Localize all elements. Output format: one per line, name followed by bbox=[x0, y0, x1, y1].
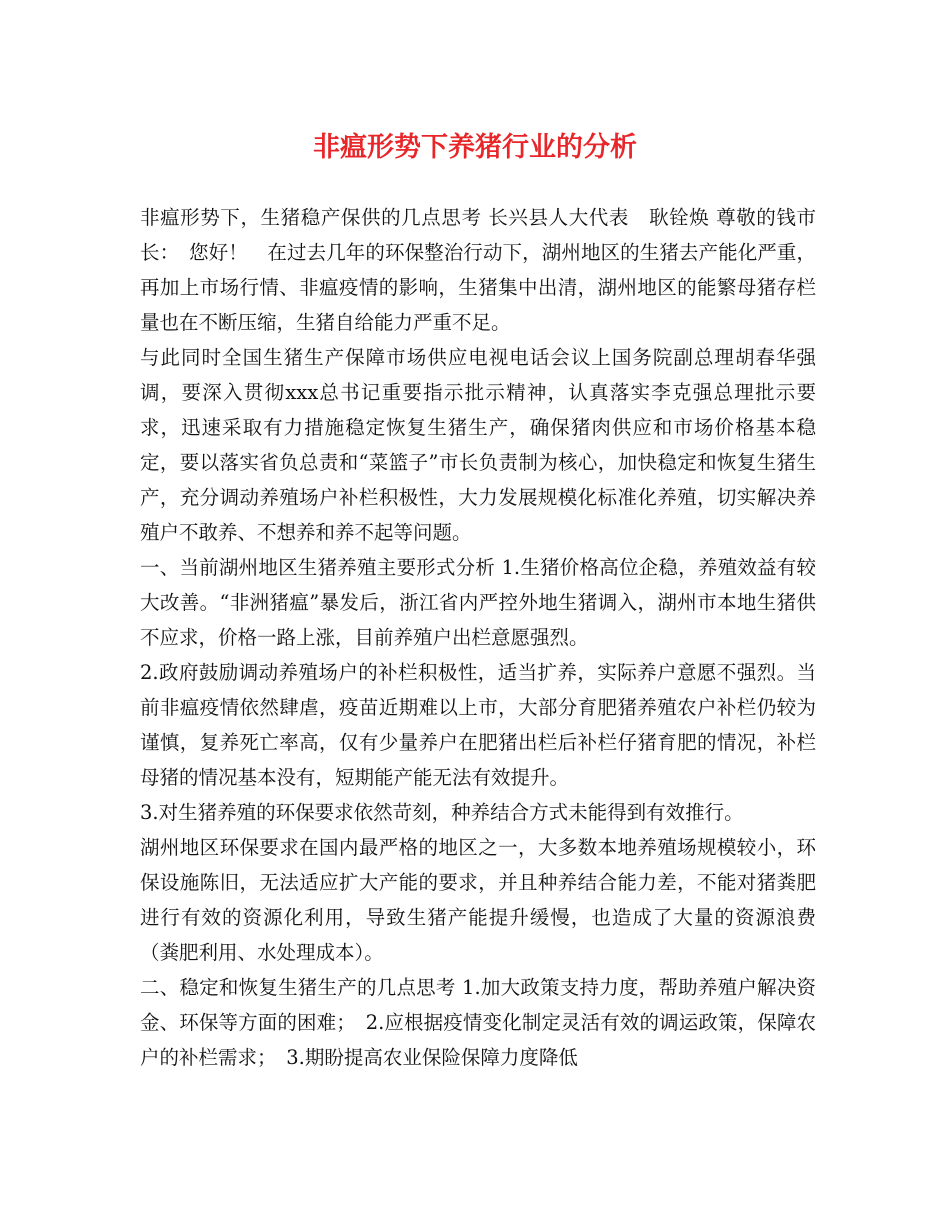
document-body bbox=[140, 200, 816, 1075]
paragraph: 3.对生猪养殖的环保要求依然苛刻，种养结合方式未能得到有效推行。 bbox=[140, 801, 744, 824]
paragraph: 2.政府鼓励调动养殖场户的补栏积极性，适当扩养，实际养户意愿不强烈。当前非瘟疫情依然肆虐，疫苗近期难以上市，大部分育肥猪养殖农户补栏仍较为谨慎，复养死亡率高，仅有少量养户在肥猪出栏后补栏仔猪育肥的情况，补栏母猪的情况基本没有，短期能产能无法有效提升。 bbox=[140, 661, 816, 789]
paragraph: 非瘟形势下，生猪稳产保供的几点思考 长兴县人大代表 耿铨焕 尊敬的钱市长： 您好！ 在过去几年的环保整治行动下，湖州地区的生猪去产能化严重，再加上市场行情、非瘟疫情的影响，生猪集中出清，湖州地区的能繁母猪存栏量也在不断压缩，生猪自给能力严重不足。 bbox=[140, 206, 816, 334]
paragraph: 二、稳定和恢复生猪生产的几点思考 1.加大政策支持力度，帮助养殖户解决资金、环保等方面的困难； 2.应根据疫情变化制定灵活有效的调运政策，保障农户的补栏需求； 3.期盼提高农业保险保障力度降低 bbox=[140, 976, 816, 1069]
document-title: 非瘟形势下养猪行业的分析 bbox=[313, 132, 637, 163]
paragraph: 与此同时全国生猪生产保障市场供应电视电话会议上国务院副总理胡春华强调，要深入贯彻xxx总书记重要指示批示精神，认真落实李克强总理批示要求，迅速采取有力措施稳定恢复生猪生产，确保猪肉供应和市场价格基本稳定，要以落实省负总责和“菜篮子”市长负责制为核心，加快稳定和恢复生猪生产，充分调动养殖场户补栏积极性，大力发展规模化标准化养殖，切实解决养殖户不敢养、不想养和养不起等问题。 bbox=[140, 346, 816, 544]
paragraph: 湖州地区环保要求在国内最严格的地区之一，大多数本地养殖场规模较小，环保设施陈旧，无法适应扩大产能的要求，并且种养结合能力差，不能对猪粪肥进行有效的资源化利用，导致生猪产能提升缓慢，也造成了大量的资源浪费（粪肥利用、水处理成本）。 bbox=[140, 836, 816, 964]
paragraph: 一、当前湖州地区生猪养殖主要形式分析 1.生猪价格高位企稳，养殖效益有较大改善。“非洲猪瘟”暴发后，浙江省内严控外地生猪调入，湖州市本地生猪供不应求，价格一路上涨，目前养殖户出栏意愿强烈。 bbox=[140, 556, 816, 649]
